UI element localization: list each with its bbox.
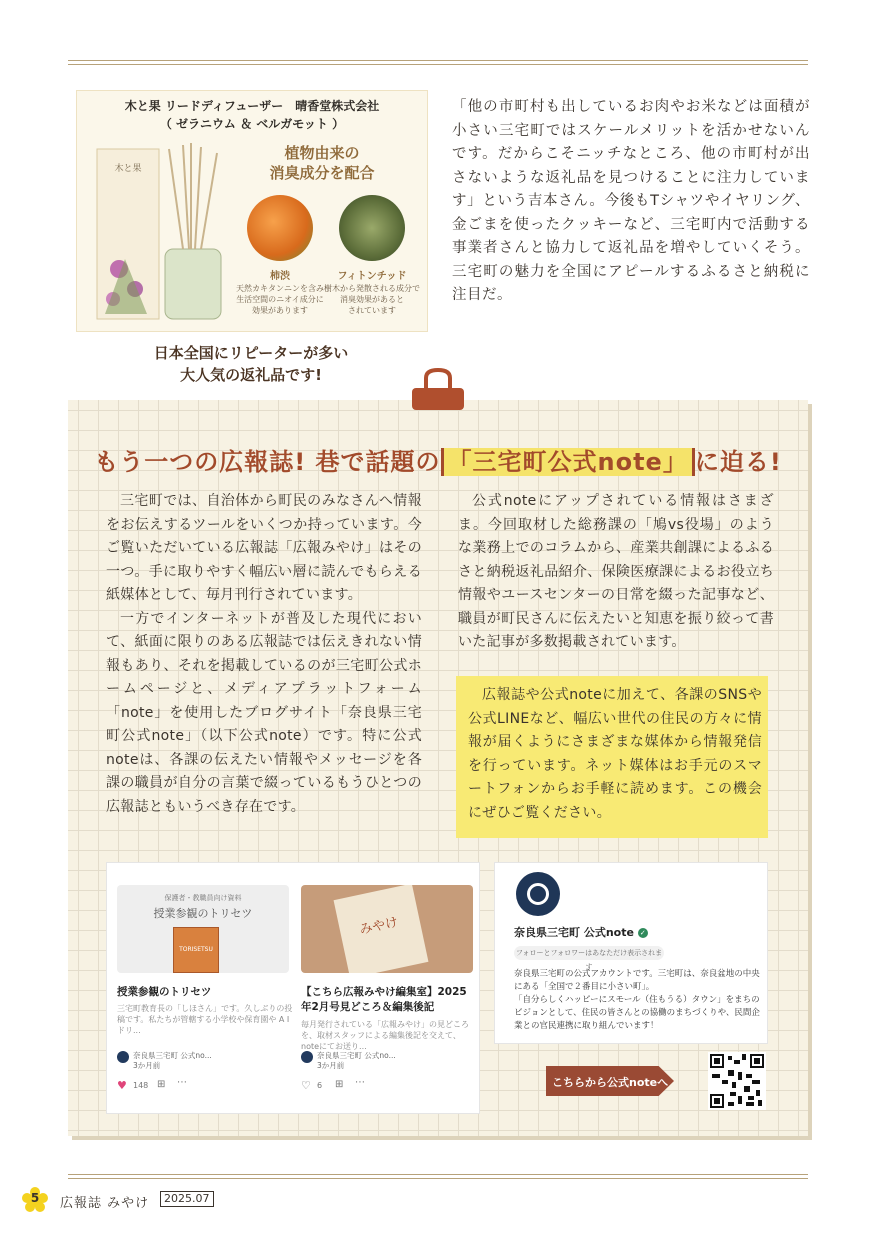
body-right-paragraph-2: 広報誌や公式noteに加えて、各課のSNSや公式LINEなど、幅広い世代の住民の方々に情報が届くようにさまざまな媒体から情報発信を行っています。ネット媒体はお手元のスマートフォンからお手軽に読めます。この機会にぜひご覧ください。 bbox=[468, 687, 762, 821]
article-author-2: 奈良県三宅町 公式no... 3か月前 bbox=[317, 1051, 396, 1070]
intro-paragraph: 「他の市町村も出しているお肉やお米などは面積が小さい三宅町ではスケールメリットを活かせないんです。だからこそニッチなところ、他の市町村が出さないような返礼品を見つけることに注力しています」という吉本さん。今後もTシャツやイヤリング、金ごまを使ったクッキーなど、三宅町内で活動する事業者さんと協力して返礼品を増やしていくそう。三宅町の魅力を全国にアピールするふるさと納税に注目だ。 bbox=[452, 99, 810, 303]
author-avatar-icon bbox=[301, 1051, 313, 1063]
account-name[interactable]: 奈良県三宅町 公式note ✓ bbox=[514, 924, 648, 940]
tree-image bbox=[339, 195, 405, 261]
more-icon[interactable]: ⋯ bbox=[355, 1077, 365, 1088]
highlight-box-text bbox=[468, 684, 762, 825]
ingredient-2-desc: 樹木から発散される成分で 消臭効果があると されています bbox=[324, 284, 420, 315]
body-left-paragraph-2: 一方でインターネットが普及した現代において、紙面に限りのある広報誌では伝えきれない情報もあり、それを掲載しているのが三宅町公式ホームページと、メディアプラットフォーム「note」を使用したブログサイト「奈良県三宅町公式note」（以下公式note）です。特に公式noteは、各課の伝えたい情報やメッセージを各課の職員が自分の言葉で綴っているもうひとつの広報誌ともいうべき存在です。 bbox=[106, 610, 422, 815]
article-thumbnail-1[interactable]: 保護者・教職員向け資料 授業参観のトリセツ TORISETSU bbox=[117, 885, 289, 973]
product-image bbox=[76, 90, 428, 332]
persimmon-image bbox=[247, 195, 313, 261]
follow-note: フォローとフォロワーはあなただけ表示されます bbox=[514, 946, 664, 960]
heart-outline-icon[interactable]: ♡ bbox=[301, 1079, 311, 1092]
bookmark-icon[interactable]: ⊞ bbox=[335, 1079, 344, 1090]
heart-icon[interactable]: ♥ bbox=[117, 1079, 127, 1092]
book-icon: TORISETSU bbox=[173, 927, 219, 973]
article-desc-1: 三宅町教育長の「しほさん」です。久しぶりの投稿です。私たちが管轄する小学校や保育園や A I ドリ... bbox=[117, 1004, 293, 1035]
body-left-paragraph-1: 三宅町では、自治体から町民のみなさんへ情報をお伝えするツールをいくつか持っています。今ご覧いただいている広報誌「広報みやけ」はその一つ。手に取りやすく幅広い層に読んでもらえる紙媒体として、毎月刊行されています。 bbox=[106, 493, 422, 603]
product-name: 木と果 リードディフューザー 晴香堂株式会社 bbox=[124, 99, 380, 113]
issue-date: 2025.07 bbox=[160, 1191, 214, 1207]
body-right-column bbox=[458, 490, 774, 655]
bottom-rule bbox=[68, 1174, 808, 1175]
qr-code-icon[interactable] bbox=[708, 1052, 766, 1110]
ingredient-2-label: フィトンチッド bbox=[337, 271, 407, 282]
bookmark-icon[interactable]: ⊞ bbox=[157, 1079, 166, 1090]
article-title-2[interactable]: 【こちら広報みやけ編集室】2025年2月号見どころ＆編集後記 bbox=[301, 986, 467, 1013]
like-count-2: 6 bbox=[317, 1081, 323, 1090]
page-number: 5 bbox=[30, 1191, 40, 1205]
bottom-rule-inner bbox=[68, 1178, 808, 1179]
more-icon[interactable]: ⋯ bbox=[177, 1077, 187, 1088]
body-right-paragraph-1: 公式noteにアップされている情報はさまざま。今回取材した総務課の「鳩vs役場」のような業務上でのコラムから、産業共創課によるふるさと納税返礼品紹介、保険医療課によるお役立ち情報やユースセンターの日常を綴った記事など、職員が町民さんに伝えたいと知恵を振り絞って書いた記事が多数掲載されています。 bbox=[458, 493, 774, 650]
diffuser-illustration bbox=[91, 139, 231, 329]
cta-label[interactable]: こちらから公式noteへ bbox=[552, 1076, 669, 1089]
account-description: 奈良県三宅町の公式アカウントです。三宅町は、奈良盆地の中央にある「全国で２番目に小さい町」。 「自分らしくハッピーにスモール（住もうる）タウン」をまちのビジョンとして、住民の皆さんとの協働のまちづくりや、民間企業との官民連携に取り組んでいます！ bbox=[514, 969, 760, 1031]
product-caption: 日本全国にリピーターが多い 大人気の返礼品です! bbox=[153, 344, 349, 384]
product-badge: 植物由来の 消臭成分を配合 bbox=[269, 144, 375, 182]
magazine-name: 広報誌 みやけ bbox=[60, 1196, 150, 1211]
binder-clip-icon bbox=[408, 368, 468, 412]
svg-text:木と果: 木と果 bbox=[114, 164, 142, 174]
miyake-logo-icon[interactable] bbox=[516, 872, 560, 916]
article-thumbnail-2[interactable]: みやけ bbox=[301, 885, 473, 973]
article-title-1[interactable]: 授業参観のトリセツ bbox=[117, 986, 212, 998]
top-rule-inner bbox=[68, 64, 808, 65]
article-desc-2: 毎月発行されている「広報みやけ」の見どころを、取材スタッフによる編集後記を交えて、noteにてお送り... bbox=[301, 1020, 469, 1051]
verified-icon: ✓ bbox=[638, 928, 648, 938]
article-author-1: 奈良県三宅町 公式no... 3か月前 bbox=[133, 1051, 212, 1070]
section-headline: もう一つの広報誌! 巷で話題の 「三宅町公式note」 に迫る! bbox=[94, 448, 782, 476]
note-articles-screenshot bbox=[106, 862, 480, 1114]
product-scent: （ ゼラニウム ＆ ベルガモット ） bbox=[159, 117, 345, 131]
top-rule bbox=[68, 60, 808, 61]
ingredient-1-desc: 天然カキタンニンを含み 生活空間のニオイ成分に 効果があります bbox=[236, 284, 324, 315]
like-count-1: 148 bbox=[133, 1081, 149, 1090]
body-left-column bbox=[106, 490, 422, 819]
ingredient-1-label: 柿渋 bbox=[270, 271, 290, 282]
author-avatar-icon bbox=[117, 1051, 129, 1063]
